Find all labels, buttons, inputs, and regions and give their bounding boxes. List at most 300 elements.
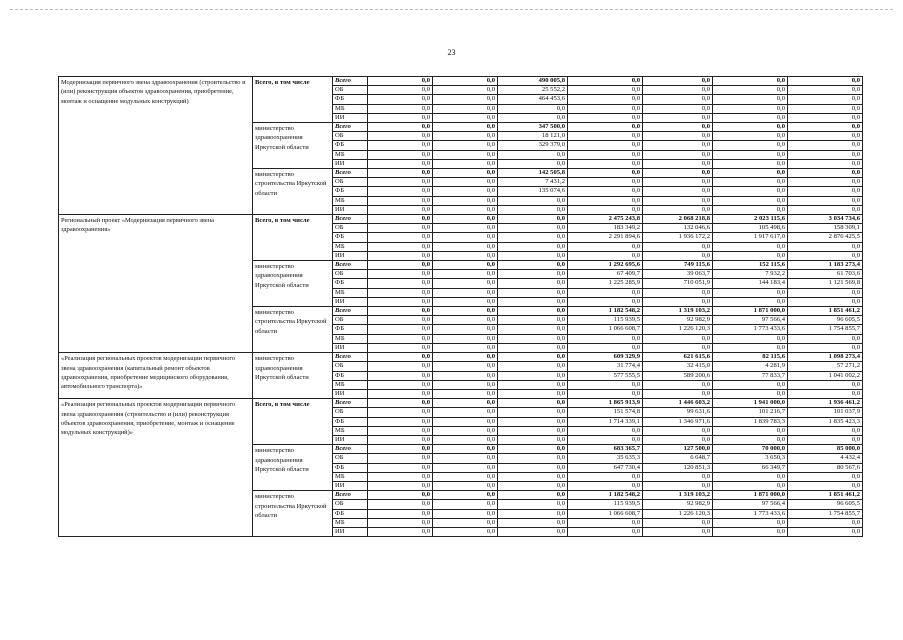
value-cell: 577 555,5 — [568, 371, 643, 380]
value-cell: 0,0 — [788, 150, 863, 159]
value-cell: 0,0 — [713, 123, 788, 132]
value-cell: 1 182 548,2 — [568, 491, 643, 500]
value-cell: 0,0 — [433, 86, 498, 95]
value-cell: 0,0 — [433, 399, 498, 408]
value-cell: 39 063,7 — [643, 270, 713, 279]
value-cell: 0,0 — [498, 445, 568, 454]
value-cell: 96 605,5 — [788, 500, 863, 509]
value-cell: 1 319 103,2 — [643, 491, 713, 500]
value-cell: 0,0 — [368, 297, 433, 306]
page-number: 23 — [447, 48, 456, 57]
value-cell: 1 226 120,3 — [643, 509, 713, 518]
value-cell: 0,0 — [433, 251, 498, 260]
value-cell: 0,0 — [713, 169, 788, 178]
value-cell: 0,0 — [643, 159, 713, 168]
value-cell: 0,0 — [498, 509, 568, 518]
value-cell: 0,0 — [568, 205, 643, 214]
executor-cell: министерство строительства Иркутской области — [253, 307, 333, 353]
value-cell: 0,0 — [368, 279, 433, 288]
value-cell: 0,0 — [498, 215, 568, 224]
value-cell: 0,0 — [433, 141, 498, 150]
funding-source-cell: ОБ — [333, 500, 368, 509]
value-cell: 0,0 — [368, 389, 433, 398]
value-cell: 0,0 — [568, 196, 643, 205]
value-cell: 0,0 — [643, 132, 713, 141]
value-cell: 0,0 — [568, 426, 643, 435]
value-cell: 621 615,6 — [643, 353, 713, 362]
value-cell: 80 567,6 — [788, 463, 863, 472]
value-cell: 0,0 — [433, 527, 498, 536]
value-cell: 67 409,7 — [568, 270, 643, 279]
value-cell: 0,0 — [498, 334, 568, 343]
value-cell: 2 475 243,8 — [568, 215, 643, 224]
value-cell: 70 000,0 — [713, 445, 788, 454]
value-cell: 0,0 — [368, 334, 433, 343]
funding-source-cell: ИИ — [333, 297, 368, 306]
value-cell: 0,0 — [713, 196, 788, 205]
value-cell: 0,0 — [433, 509, 498, 518]
value-cell: 0,0 — [368, 518, 433, 527]
value-cell: 0,0 — [643, 389, 713, 398]
value-cell: 0,0 — [788, 518, 863, 527]
value-cell: 609 329,9 — [568, 353, 643, 362]
value-cell: 0,0 — [788, 95, 863, 104]
value-cell: 0,0 — [368, 307, 433, 316]
funding-source-cell: ИИ — [333, 527, 368, 536]
value-cell: 1 319 103,2 — [643, 307, 713, 316]
value-cell: 0,0 — [433, 362, 498, 371]
value-cell: 135 074,6 — [498, 187, 568, 196]
funding-source-cell: Всего — [333, 215, 368, 224]
value-cell: 0,0 — [568, 95, 643, 104]
value-cell: 0,0 — [498, 527, 568, 536]
funding-source-cell: ФБ — [333, 325, 368, 334]
value-cell: 3 034 734,6 — [788, 215, 863, 224]
value-cell: 0,0 — [433, 270, 498, 279]
value-cell: 0,0 — [713, 150, 788, 159]
funding-source-cell: МБ — [333, 150, 368, 159]
funding-source-cell: Всего — [333, 445, 368, 454]
value-cell: 61 703,6 — [788, 270, 863, 279]
value-cell: 0,0 — [433, 371, 498, 380]
value-cell: 0,0 — [433, 95, 498, 104]
value-cell: 0,0 — [568, 288, 643, 297]
value-cell: 0,0 — [643, 481, 713, 490]
value-cell: 0,0 — [788, 205, 863, 214]
value-cell: 0,0 — [788, 389, 863, 398]
value-cell: 1 936 461,2 — [788, 399, 863, 408]
value-cell: 0,0 — [713, 481, 788, 490]
value-cell: 0,0 — [568, 242, 643, 251]
value-cell: 0,0 — [368, 362, 433, 371]
value-cell: 0,0 — [368, 77, 433, 86]
value-cell: 0,0 — [498, 353, 568, 362]
value-cell: 0,0 — [643, 95, 713, 104]
value-cell: 1 871 000,0 — [713, 307, 788, 316]
value-cell: 1 871 000,0 — [713, 491, 788, 500]
value-cell: 1 839 783,3 — [713, 417, 788, 426]
value-cell: 0,0 — [368, 86, 433, 95]
value-cell: 0,0 — [368, 408, 433, 417]
funding-source-cell: ОБ — [333, 316, 368, 325]
value-cell: 0,0 — [713, 141, 788, 150]
value-cell: 158 309,1 — [788, 224, 863, 233]
value-cell: 0,0 — [568, 251, 643, 260]
value-cell: 101 216,7 — [713, 408, 788, 417]
value-cell: 1 851 461,2 — [788, 491, 863, 500]
funding-source-cell: ОБ — [333, 178, 368, 187]
table-row — [59, 399, 863, 408]
value-cell: 0,0 — [568, 297, 643, 306]
value-cell: 0,0 — [433, 325, 498, 334]
value-cell: 0,0 — [788, 380, 863, 389]
value-cell: 0,0 — [498, 196, 568, 205]
value-cell: 0,0 — [498, 113, 568, 122]
value-cell: 92 982,9 — [643, 316, 713, 325]
value-cell: 0,0 — [368, 159, 433, 168]
value-cell: 0,0 — [433, 334, 498, 343]
value-cell: 0,0 — [433, 417, 498, 426]
value-cell: 0,0 — [788, 435, 863, 444]
value-cell: 1 835 423,3 — [788, 417, 863, 426]
value-cell: 1 182 548,2 — [568, 307, 643, 316]
funding-source-cell: Всего — [333, 169, 368, 178]
value-cell: 0,0 — [568, 518, 643, 527]
funding-source-cell: ФБ — [333, 371, 368, 380]
value-cell: 1 226 120,3 — [643, 325, 713, 334]
value-cell: 1 714 339,1 — [568, 417, 643, 426]
value-cell: 0,0 — [368, 251, 433, 260]
value-cell: 0,0 — [498, 417, 568, 426]
value-cell: 0,0 — [368, 463, 433, 472]
value-cell: 4 432,4 — [788, 454, 863, 463]
value-cell: 0,0 — [498, 408, 568, 417]
value-cell: 0,0 — [788, 86, 863, 95]
value-cell: 0,0 — [433, 343, 498, 352]
value-cell: 0,0 — [433, 224, 498, 233]
value-cell: 0,0 — [368, 150, 433, 159]
funding-source-cell: ОБ — [333, 224, 368, 233]
value-cell: 0,0 — [568, 187, 643, 196]
value-cell: 0,0 — [498, 518, 568, 527]
value-cell: 85 000,0 — [788, 445, 863, 454]
value-cell: 0,0 — [713, 178, 788, 187]
value-cell: 151 574,8 — [568, 408, 643, 417]
measure-name-cell: «Реализация региональных проектов модернизации первичного звена здравоохранения (капитальный ремонт объектов здравоохранения, приобретение медицинского оборудования, автомобильного транспорта)» — [59, 353, 253, 399]
value-cell: 0,0 — [498, 261, 568, 270]
value-cell: 1 936 172,2 — [643, 233, 713, 242]
value-cell: 2 023 115,6 — [713, 215, 788, 224]
value-cell: 0,0 — [368, 445, 433, 454]
value-cell: 0,0 — [568, 169, 643, 178]
value-cell: 99 631,6 — [643, 408, 713, 417]
value-cell: 105 498,6 — [713, 224, 788, 233]
value-cell: 0,0 — [643, 518, 713, 527]
value-cell: 0,0 — [498, 224, 568, 233]
value-cell: 0,0 — [788, 104, 863, 113]
value-cell: 0,0 — [433, 389, 498, 398]
value-cell: 0,0 — [433, 187, 498, 196]
value-cell: 0,0 — [568, 334, 643, 343]
value-cell: 0,0 — [433, 408, 498, 417]
value-cell: 0,0 — [433, 454, 498, 463]
value-cell: 0,0 — [568, 104, 643, 113]
value-cell: 0,0 — [498, 472, 568, 481]
value-cell: 0,0 — [498, 150, 568, 159]
value-cell: 0,0 — [368, 491, 433, 500]
value-cell: 0,0 — [568, 86, 643, 95]
value-cell: 1 066 608,7 — [568, 325, 643, 334]
value-cell: 0,0 — [788, 527, 863, 536]
value-cell: 0,0 — [368, 343, 433, 352]
funding-source-cell: ИИ — [333, 251, 368, 260]
table-row — [59, 215, 863, 224]
executor-cell: Всего, в том числе — [253, 215, 333, 261]
value-cell: 0,0 — [643, 343, 713, 352]
value-cell: 0,0 — [433, 113, 498, 122]
value-cell: 77 833,7 — [713, 371, 788, 380]
value-cell: 0,0 — [643, 169, 713, 178]
value-cell: 0,0 — [498, 426, 568, 435]
value-cell: 115 939,5 — [568, 316, 643, 325]
value-cell: 96 605,5 — [788, 316, 863, 325]
value-cell: 589 200,6 — [643, 371, 713, 380]
value-cell: 329 379,0 — [498, 141, 568, 150]
value-cell: 0,0 — [643, 86, 713, 95]
value-cell: 0,0 — [788, 242, 863, 251]
value-cell: 1 773 433,6 — [713, 509, 788, 518]
value-cell: 0,0 — [498, 316, 568, 325]
value-cell: 0,0 — [788, 178, 863, 187]
funding-source-cell: ОБ — [333, 132, 368, 141]
value-cell: 7 431,2 — [498, 178, 568, 187]
value-cell: 0,0 — [643, 141, 713, 150]
value-cell: 0,0 — [713, 288, 788, 297]
value-cell: 0,0 — [368, 123, 433, 132]
value-cell: 0,0 — [498, 279, 568, 288]
executor-cell: министерство строительства Иркутской области — [253, 491, 333, 537]
value-cell: 0,0 — [643, 242, 713, 251]
value-cell: 0,0 — [713, 389, 788, 398]
value-cell: 0,0 — [568, 435, 643, 444]
value-cell: 0,0 — [368, 242, 433, 251]
value-cell: 0,0 — [368, 435, 433, 444]
value-cell: 0,0 — [433, 435, 498, 444]
value-cell: 0,0 — [713, 113, 788, 122]
value-cell: 0,0 — [368, 132, 433, 141]
funding-source-cell: Всего — [333, 261, 368, 270]
value-cell: 0,0 — [498, 307, 568, 316]
executor-cell: министерство здравоохранения Иркутской области — [253, 123, 333, 169]
value-cell: 0,0 — [788, 141, 863, 150]
executor-cell: Всего, в том числе — [253, 399, 333, 445]
value-cell: 0,0 — [568, 123, 643, 132]
value-cell: 0,0 — [788, 288, 863, 297]
value-cell: 0,0 — [498, 288, 568, 297]
value-cell: 0,0 — [498, 325, 568, 334]
value-cell: 1 066 608,7 — [568, 509, 643, 518]
value-cell: 82 115,6 — [713, 353, 788, 362]
funding-source-cell: Всего — [333, 307, 368, 316]
funding-source-cell: МБ — [333, 518, 368, 527]
executor-cell: министерство здравоохранения Иркутской области — [253, 353, 333, 399]
value-cell: 1 754 855,7 — [788, 325, 863, 334]
value-cell: 0,0 — [498, 242, 568, 251]
value-cell: 0,0 — [713, 251, 788, 260]
value-cell: 2 876 425,5 — [788, 233, 863, 242]
value-cell: 0,0 — [433, 445, 498, 454]
value-cell: 0,0 — [433, 472, 498, 481]
table-row — [59, 77, 863, 86]
value-cell: 0,0 — [713, 159, 788, 168]
funding-source-cell: ИИ — [333, 113, 368, 122]
value-cell: 0,0 — [433, 233, 498, 242]
value-cell: 0,0 — [568, 77, 643, 86]
value-cell: 0,0 — [713, 380, 788, 389]
value-cell: 0,0 — [568, 380, 643, 389]
value-cell: 92 982,9 — [643, 500, 713, 509]
value-cell: 0,0 — [498, 233, 568, 242]
value-cell: 1 121 569,8 — [788, 279, 863, 288]
funding-source-cell: МБ — [333, 472, 368, 481]
value-cell: 0,0 — [713, 472, 788, 481]
value-cell: 0,0 — [498, 343, 568, 352]
value-cell: 0,0 — [498, 481, 568, 490]
value-cell: 0,0 — [368, 500, 433, 509]
value-cell: 0,0 — [643, 77, 713, 86]
value-cell: 0,0 — [368, 527, 433, 536]
executor-cell: министерство здравоохранения Иркутской области — [253, 261, 333, 307]
value-cell: 0,0 — [713, 297, 788, 306]
value-cell: 120 851,3 — [643, 463, 713, 472]
value-cell: 142 505,8 — [498, 169, 568, 178]
value-cell: 0,0 — [433, 500, 498, 509]
funding-source-cell: Всего — [333, 77, 368, 86]
funding-source-cell: ИИ — [333, 435, 368, 444]
value-cell: 127 500,0 — [643, 445, 713, 454]
value-cell: 0,0 — [433, 288, 498, 297]
value-cell: 0,0 — [368, 325, 433, 334]
value-cell: 0,0 — [788, 132, 863, 141]
funding-source-cell: ИИ — [333, 159, 368, 168]
value-cell: 0,0 — [433, 215, 498, 224]
value-cell: 0,0 — [498, 270, 568, 279]
funding-source-cell: МБ — [333, 104, 368, 113]
value-cell: 0,0 — [368, 224, 433, 233]
value-cell: 0,0 — [643, 288, 713, 297]
value-cell: 0,0 — [713, 205, 788, 214]
value-cell: 0,0 — [788, 334, 863, 343]
value-cell: 1 183 273,4 — [788, 261, 863, 270]
value-cell: 183 349,2 — [568, 224, 643, 233]
value-cell: 0,0 — [368, 454, 433, 463]
funding-source-cell: ФБ — [333, 279, 368, 288]
value-cell: 32 415,0 — [643, 362, 713, 371]
funding-source-cell: Всего — [333, 123, 368, 132]
value-cell: 0,0 — [433, 159, 498, 168]
measure-name-cell: Модернизация первичного звена здравоохранения (строительство и (или) реконструкция объектов здравоохранения, приобретение, монтаж и оснащение модульных конструкций) — [59, 77, 253, 215]
value-cell: 0,0 — [788, 196, 863, 205]
value-cell: 0,0 — [433, 104, 498, 113]
funding-source-cell: ОБ — [333, 362, 368, 371]
value-cell: 0,0 — [498, 297, 568, 306]
funding-source-cell: МБ — [333, 426, 368, 435]
funding-source-cell: ОБ — [333, 86, 368, 95]
value-cell: 0,0 — [368, 353, 433, 362]
value-cell: 347 500,0 — [498, 123, 568, 132]
value-cell: 57 271,2 — [788, 362, 863, 371]
value-cell: 0,0 — [498, 104, 568, 113]
value-cell: 710 051,9 — [643, 279, 713, 288]
value-cell: 0,0 — [643, 104, 713, 113]
value-cell: 0,0 — [433, 297, 498, 306]
value-cell: 0,0 — [643, 472, 713, 481]
value-cell: 0,0 — [433, 316, 498, 325]
value-cell: 0,0 — [433, 196, 498, 205]
value-cell: 0,0 — [713, 86, 788, 95]
value-cell: 647 730,4 — [568, 463, 643, 472]
value-cell: 1 446 603,2 — [643, 399, 713, 408]
value-cell: 0,0 — [433, 169, 498, 178]
value-cell: 0,0 — [643, 113, 713, 122]
funding-source-cell: ИИ — [333, 205, 368, 214]
value-cell: 6 648,7 — [643, 454, 713, 463]
value-cell: 0,0 — [643, 196, 713, 205]
value-cell: 0,0 — [433, 205, 498, 214]
value-cell: 97 566,4 — [713, 316, 788, 325]
value-cell: 0,0 — [368, 509, 433, 518]
value-cell: 0,0 — [368, 472, 433, 481]
executor-cell: Всего, в том числе — [253, 77, 333, 123]
value-cell: 0,0 — [433, 353, 498, 362]
value-cell: 18 121,0 — [498, 132, 568, 141]
value-cell: 0,0 — [498, 454, 568, 463]
value-cell: 0,0 — [788, 123, 863, 132]
funding-source-cell: Всего — [333, 353, 368, 362]
value-cell: 0,0 — [788, 426, 863, 435]
value-cell: 0,0 — [368, 399, 433, 408]
value-cell: 464 453,6 — [498, 95, 568, 104]
value-cell: 0,0 — [498, 491, 568, 500]
funding-source-cell: МБ — [333, 288, 368, 297]
value-cell: 0,0 — [368, 417, 433, 426]
funding-source-cell: ФБ — [333, 417, 368, 426]
value-cell: 0,0 — [643, 150, 713, 159]
funding-source-cell: ФБ — [333, 463, 368, 472]
value-cell: 0,0 — [433, 77, 498, 86]
value-cell: 2 068 218,8 — [643, 215, 713, 224]
value-cell: 0,0 — [368, 426, 433, 435]
value-cell: 0,0 — [433, 380, 498, 389]
value-cell: 0,0 — [433, 242, 498, 251]
value-cell: 0,0 — [433, 123, 498, 132]
value-cell: 0,0 — [433, 279, 498, 288]
value-cell: 0,0 — [368, 95, 433, 104]
value-cell: 0,0 — [568, 389, 643, 398]
value-cell: 0,0 — [433, 481, 498, 490]
funding-source-cell: ИИ — [333, 481, 368, 490]
funding-source-cell: МБ — [333, 380, 368, 389]
value-cell: 0,0 — [788, 472, 863, 481]
value-cell: 0,0 — [368, 215, 433, 224]
value-cell: 0,0 — [368, 371, 433, 380]
value-cell: 490 005,8 — [498, 77, 568, 86]
value-cell: 0,0 — [643, 380, 713, 389]
value-cell: 0,0 — [498, 362, 568, 371]
value-cell: 1 292 695,6 — [568, 261, 643, 270]
executor-cell: министерство здравоохранения Иркутской области — [253, 445, 333, 491]
value-cell: 1 346 971,6 — [643, 417, 713, 426]
